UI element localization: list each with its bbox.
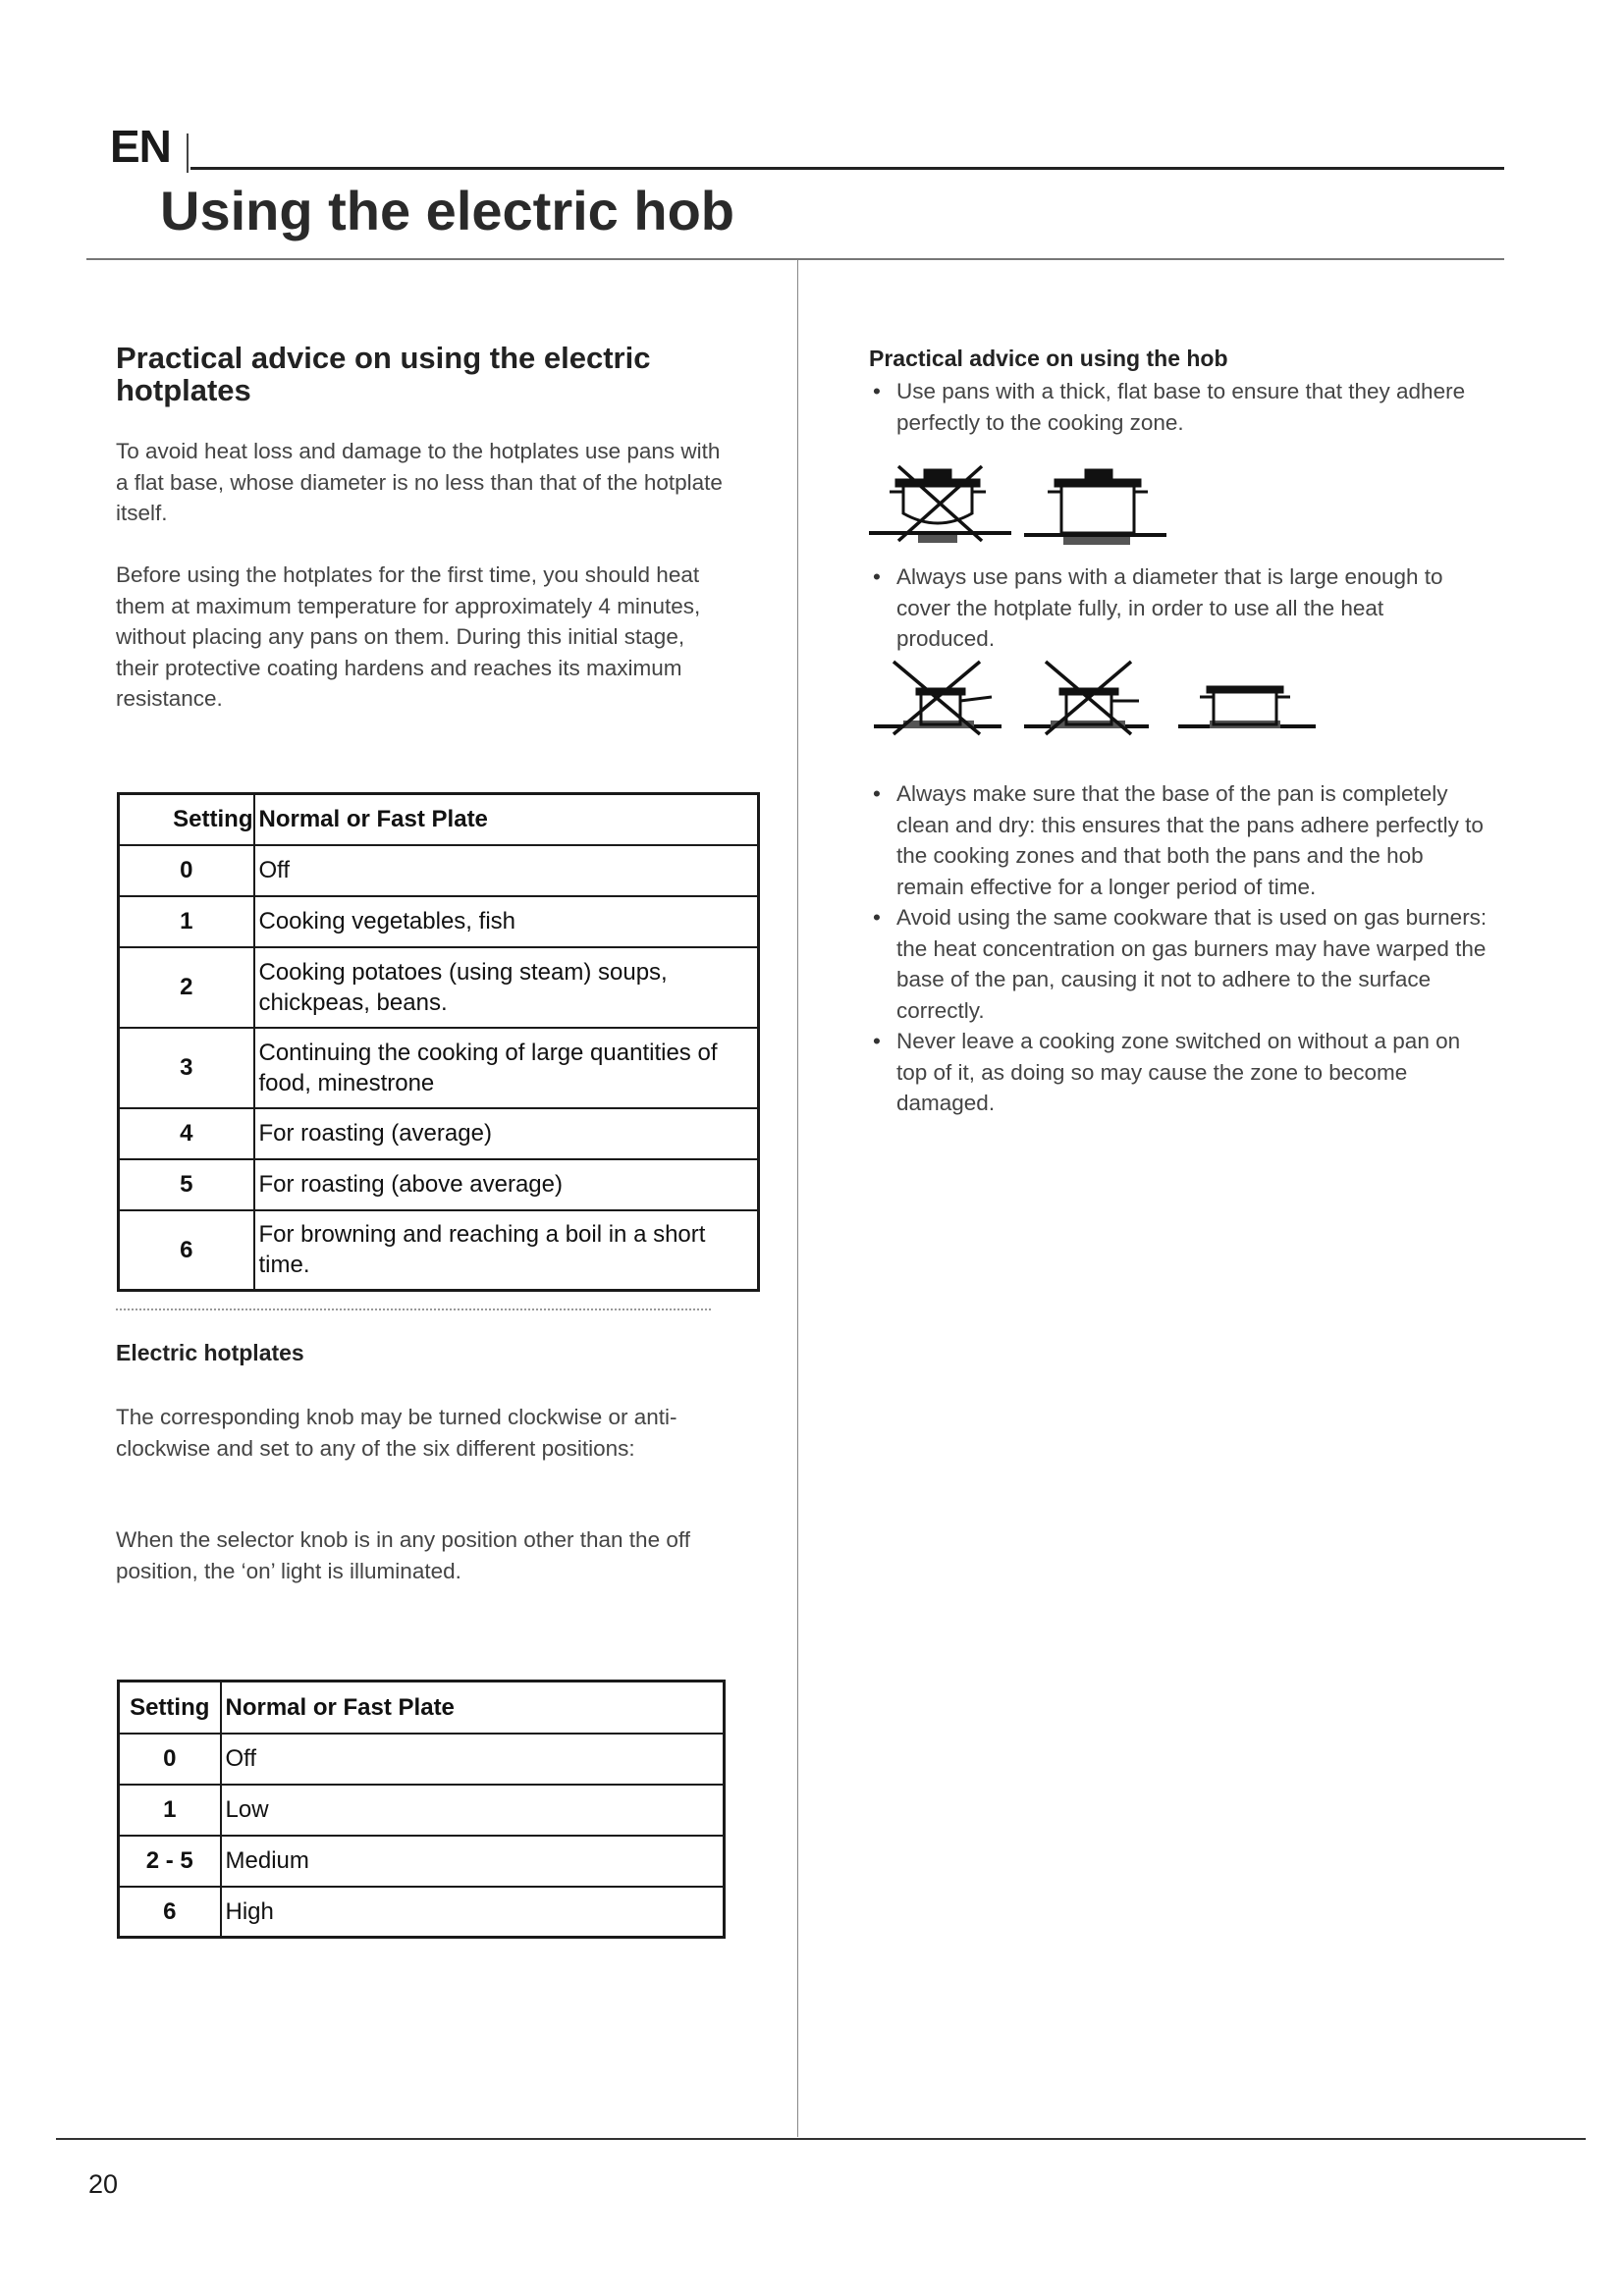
- table-row: [119, 947, 759, 1028]
- warped-pan-crossed-icon: [869, 466, 1011, 543]
- setting-value: 0: [119, 1734, 221, 1785]
- table-row: [119, 1887, 725, 1938]
- table-row: [119, 1734, 725, 1785]
- setting-description: High: [221, 1887, 725, 1938]
- bullet-list-diameter: [869, 561, 1488, 655]
- small-pan-crossed-icon: [874, 662, 1001, 734]
- subsection-title-electric-hotplates: Electric hotplates: [116, 1340, 304, 1365]
- paragraph-knob: The corresponding knob may be turned clockwise or anti-clockwise and set to any of the six different positions:: [116, 1405, 677, 1461]
- list-item: • Never leave a cooking zone switched on without a pan on top of it, as doing so may cause the zone to become damaged.: [869, 1026, 1488, 1119]
- setting-value: 2: [119, 947, 254, 1028]
- setting-value: 0: [119, 845, 254, 896]
- dotted-separator: [116, 1308, 711, 1310]
- setting-description: Continuing the cooking of large quantities of food, minestrone: [254, 1028, 759, 1108]
- paragraph-on-light: When the selector knob is in any position other than the off position, the ‘on’ light is illuminated.: [116, 1527, 690, 1583]
- bullet-list-flat-base: [869, 376, 1488, 438]
- setting-description: For browning and reaching a boil in a short time.: [254, 1210, 759, 1291]
- settings-table-simple: [117, 1680, 726, 1939]
- setting-value: 2 - 5: [119, 1836, 221, 1887]
- table-header-plate: Normal or Fast Plate: [254, 794, 759, 845]
- table-header-row: [119, 1682, 725, 1734]
- table-row: [119, 845, 759, 896]
- header-divider-tick: [187, 133, 189, 173]
- list-item: • Always make sure that the base of the pan is completely clean and dry: this ensures that the pans adhere perfectly to the cooking zones and that both the pans and the hob remain effective for a longer period of time.: [869, 778, 1488, 902]
- paragraph-heat-loss: To avoid heat loss and damage to the hotplates use pans with a flat base, whose diameter is no less than that of the hotplate itself.: [116, 439, 723, 525]
- flat-pan-icon: [1024, 470, 1166, 545]
- list-item: • Use pans with a thick, flat base to ensure that they adhere perfectly to the cooking zone.: [869, 376, 1488, 438]
- paragraph-first-use: Before using the hotplates for the first time, you should heat them at maximum temperature for approximately 4 minutes, without placing any pans on them. During this initial stage, their protective coating hardens and reaches its maximum resistance.: [116, 562, 701, 711]
- setting-description: For roasting (average): [254, 1108, 759, 1159]
- header-rule: [190, 167, 1504, 170]
- table-header-setting: Setting: [119, 1682, 221, 1734]
- table-header-setting: Setting: [119, 794, 254, 845]
- illustration-pan-diameter: [864, 660, 1335, 738]
- setting-value: 1: [119, 1785, 221, 1836]
- list-item: • Avoid using the same cookware that is used on gas burners: the heat concentration on gas burners may have warped the base of the pan, causing it not to adhere to the surface correctly.: [869, 902, 1488, 1026]
- table-row: [119, 1785, 725, 1836]
- medium-pan-crossed-icon: [1024, 662, 1149, 734]
- footer-rule: [56, 2138, 1586, 2140]
- setting-value: 4: [119, 1108, 254, 1159]
- setting-value: 6: [119, 1210, 254, 1291]
- settings-table-detailed: [117, 792, 760, 1292]
- table-row: [119, 1108, 759, 1159]
- title-rule: [86, 258, 1504, 260]
- table-row: [119, 896, 759, 947]
- setting-description: For roasting (above average): [254, 1159, 759, 1210]
- section-title-hob: Practical advice on using the hob: [869, 346, 1228, 371]
- bullet-list-cleaning-cookware: [869, 778, 1488, 1119]
- setting-description: Off: [254, 845, 759, 896]
- page-title: Using the electric hob: [160, 180, 734, 241]
- section-title-electric-hotplates: Practical advice on using the electric hotplates: [116, 341, 651, 407]
- setting-description: Low: [221, 1785, 725, 1836]
- table-row: [119, 1210, 759, 1291]
- language-code: EN: [110, 121, 171, 172]
- column-divider: [797, 260, 798, 2137]
- table-header-row: [119, 794, 759, 845]
- setting-value: 1: [119, 896, 254, 947]
- setting-description: Cooking vegetables, fish: [254, 896, 759, 947]
- page-number: 20: [88, 2169, 119, 2199]
- setting-value: 6: [119, 1887, 221, 1938]
- setting-description: Cooking potatoes (using steam) soups, chickpeas, beans.: [254, 947, 759, 1028]
- illustration-flat-base-pans: [864, 456, 1178, 545]
- list-item: • Always use pans with a diameter that is large enough to cover the hotplate fully, in order to use all the heat produced.: [869, 561, 1488, 655]
- table-row: [119, 1836, 725, 1887]
- table-row: [119, 1028, 759, 1108]
- table-row: [119, 1159, 759, 1210]
- correct-pan-icon: [1178, 687, 1316, 728]
- table-header-plate: Normal or Fast Plate: [221, 1682, 725, 1734]
- setting-value: 5: [119, 1159, 254, 1210]
- setting-value: 3: [119, 1028, 254, 1108]
- setting-description: Off: [221, 1734, 725, 1785]
- setting-description: Medium: [221, 1836, 725, 1887]
